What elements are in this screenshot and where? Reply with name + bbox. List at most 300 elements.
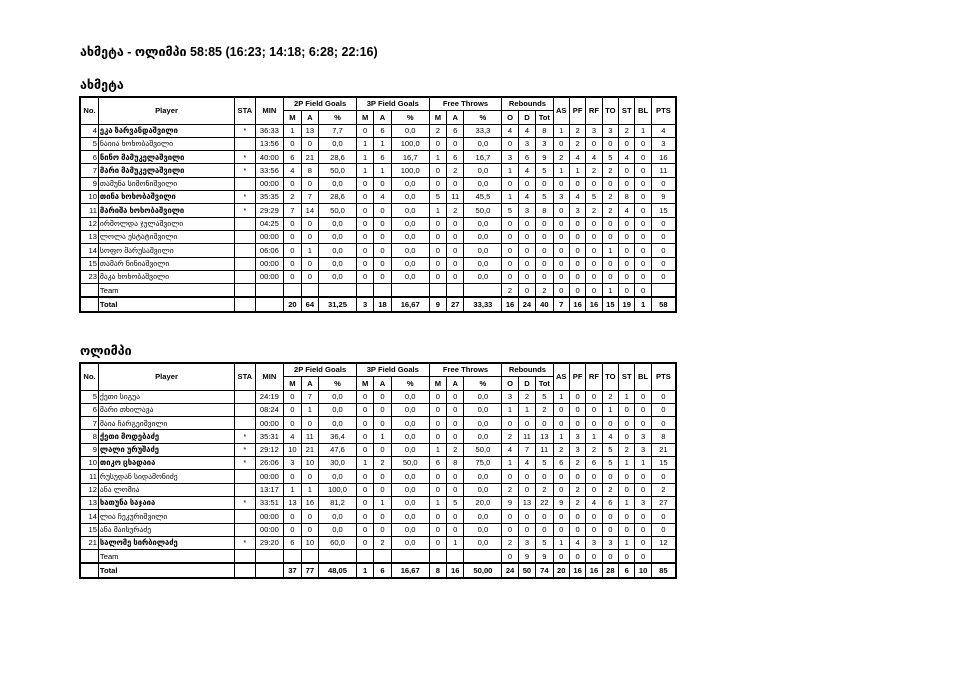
table-body bbox=[80, 390, 676, 578]
cell-no: 14 bbox=[80, 244, 98, 257]
cell-m3: 0 bbox=[356, 191, 373, 204]
cell-pts: 15 bbox=[651, 204, 676, 217]
cell-af: 0 bbox=[447, 470, 464, 483]
cell-pf: 0,0 bbox=[464, 390, 502, 403]
cell-pts: 0 bbox=[651, 177, 676, 190]
cell-pf: 0 bbox=[569, 550, 585, 564]
table-row bbox=[80, 403, 676, 416]
cell-as: 0 bbox=[553, 470, 569, 483]
cell-pf: 4 bbox=[569, 191, 585, 204]
cell-to: 0 bbox=[602, 510, 618, 523]
cell-p2: 0,0 bbox=[319, 270, 357, 283]
cell-to: 5 bbox=[602, 457, 618, 470]
cell-af: 2 bbox=[447, 204, 464, 217]
cell-a3: 0 bbox=[374, 483, 391, 496]
cell-rf: 0 bbox=[586, 483, 602, 496]
cell-af: 16 bbox=[447, 563, 464, 577]
subheader-a: A bbox=[301, 377, 318, 390]
cell-bl: 0 bbox=[635, 230, 651, 243]
cell-a3: 1 bbox=[374, 137, 391, 150]
cell-d: 2 bbox=[518, 390, 535, 403]
cell-sta: * bbox=[235, 496, 255, 509]
header-rf: RF bbox=[586, 363, 602, 390]
cell-rf: 0 bbox=[586, 510, 602, 523]
cell-a2: 10 bbox=[301, 457, 318, 470]
cell-a2: 21 bbox=[301, 443, 318, 456]
cell-d: 6 bbox=[518, 151, 535, 164]
cell-pts: 0 bbox=[651, 270, 676, 283]
cell-sta bbox=[235, 257, 255, 270]
cell-m3 bbox=[356, 284, 373, 298]
cell-no: 7 bbox=[80, 417, 98, 430]
header-rf: RF bbox=[586, 97, 602, 124]
header-sta: STA bbox=[235, 363, 255, 390]
header-pf: PF bbox=[569, 363, 585, 390]
cell-pf: 33,3 bbox=[464, 124, 502, 137]
table-row bbox=[80, 177, 676, 190]
cell-player: ირმოლდა ჯულაშვილი bbox=[98, 217, 234, 230]
cell-as: 0 bbox=[553, 523, 569, 536]
cell-a3: 0 bbox=[374, 523, 391, 536]
cell-bl: 0 bbox=[635, 523, 651, 536]
cell-bl: 1 bbox=[635, 124, 651, 137]
cell-p3: 100,0 bbox=[391, 137, 429, 150]
cell-a2: 0 bbox=[301, 137, 318, 150]
cell-a3: 0 bbox=[374, 244, 391, 257]
cell-p3: 0,0 bbox=[391, 417, 429, 430]
cell-o: 0 bbox=[502, 177, 518, 190]
cell-pf: 0,0 bbox=[464, 244, 502, 257]
team-name-away: ოლიმპი bbox=[80, 344, 132, 358]
cell-o: 4 bbox=[502, 443, 518, 456]
cell-a2: 13 bbox=[301, 124, 318, 137]
cell-a2 bbox=[301, 550, 318, 564]
cell-m3: 1 bbox=[356, 457, 373, 470]
cell-rf: 4 bbox=[586, 496, 602, 509]
cell-o: 0 bbox=[502, 244, 518, 257]
cell-d: 0 bbox=[518, 483, 535, 496]
cell-p3: 50,0 bbox=[391, 457, 429, 470]
cell-as: 0 bbox=[553, 244, 569, 257]
cell-no: 4 bbox=[80, 124, 98, 137]
cell-player: სოფო მარუსაშვილი bbox=[98, 244, 234, 257]
cell-min: 04:25 bbox=[255, 217, 284, 230]
cell-a3: 6 bbox=[374, 563, 391, 577]
cell-pts: 12 bbox=[651, 536, 676, 549]
cell-a3: 0 bbox=[374, 510, 391, 523]
cell-af: 6 bbox=[447, 124, 464, 137]
cell-pf: 0,0 bbox=[464, 523, 502, 536]
cell-sta bbox=[235, 563, 255, 577]
cell-d: 0 bbox=[518, 523, 535, 536]
header-reb: Rebounds bbox=[502, 97, 553, 111]
cell-m2: 0 bbox=[284, 390, 301, 403]
subheader-a: A bbox=[374, 377, 391, 390]
cell-st: 19 bbox=[619, 297, 635, 311]
header-pts: PTS bbox=[651, 363, 676, 390]
cell-rf: 0 bbox=[586, 177, 602, 190]
cell-pts: 0 bbox=[651, 257, 676, 270]
cell-pf: 50,0 bbox=[464, 204, 502, 217]
cell-a2 bbox=[301, 284, 318, 298]
cell-player: ეკა ზარვანდაშვილი bbox=[98, 124, 234, 137]
cell-pf: 0,0 bbox=[464, 217, 502, 230]
cell-p2: 30,0 bbox=[319, 457, 357, 470]
cell-st: 0 bbox=[619, 430, 635, 443]
cell-m3: 0 bbox=[356, 536, 373, 549]
cell-as: 0 bbox=[553, 217, 569, 230]
cell-pf: 3 bbox=[569, 204, 585, 217]
cell-pf: 2 bbox=[569, 124, 585, 137]
cell-mf: 1 bbox=[429, 496, 446, 509]
cell-as: 0 bbox=[553, 230, 569, 243]
cell-m3: 0 bbox=[356, 257, 373, 270]
cell-p2: 0,0 bbox=[319, 230, 357, 243]
cell-bl: 0 bbox=[635, 510, 651, 523]
cell-to: 2 bbox=[602, 191, 618, 204]
cell-a3: 0 bbox=[374, 403, 391, 416]
cell-pf: 0 bbox=[569, 510, 585, 523]
cell-min: 00:00 bbox=[255, 230, 284, 243]
subheader-tot: Tot bbox=[536, 377, 553, 390]
cell-sta: * bbox=[235, 457, 255, 470]
cell-a3: 0 bbox=[374, 217, 391, 230]
header-pts: PTS bbox=[651, 97, 676, 124]
cell-pf: 0 bbox=[569, 470, 585, 483]
subheader-pct: % bbox=[391, 377, 429, 390]
cell-mf: 2 bbox=[429, 124, 446, 137]
cell-tot: 9 bbox=[536, 550, 553, 564]
cell-pf: 0,0 bbox=[464, 417, 502, 430]
cell-to: 15 bbox=[602, 297, 618, 311]
cell-p2: 28,6 bbox=[319, 191, 357, 204]
cell-bl: 10 bbox=[635, 563, 651, 577]
cell-a2: 0 bbox=[301, 470, 318, 483]
cell-mf: 6 bbox=[429, 457, 446, 470]
cell-m3: 0 bbox=[356, 390, 373, 403]
header-pf: PF bbox=[569, 97, 585, 124]
cell-m3: 0 bbox=[356, 483, 373, 496]
cell-min bbox=[255, 284, 284, 298]
cell-a3: 0 bbox=[374, 417, 391, 430]
cell-bl: 0 bbox=[635, 403, 651, 416]
cell-sta bbox=[235, 284, 255, 298]
cell-o: 1 bbox=[502, 191, 518, 204]
cell-tot: 0 bbox=[536, 177, 553, 190]
cell-as: 2 bbox=[553, 151, 569, 164]
cell-min: 13:56 bbox=[255, 137, 284, 150]
cell-to: 2 bbox=[602, 390, 618, 403]
cell-bl: 3 bbox=[635, 443, 651, 456]
cell-pf: 0 bbox=[569, 523, 585, 536]
cell-m3: 1 bbox=[356, 137, 373, 150]
cell-d: 0 bbox=[518, 470, 535, 483]
cell-sta bbox=[235, 177, 255, 190]
table-row bbox=[80, 390, 676, 403]
cell-pf: 16,7 bbox=[464, 151, 502, 164]
cell-af: 0 bbox=[447, 417, 464, 430]
cell-m2: 0 bbox=[284, 270, 301, 283]
subheader-d: D bbox=[518, 377, 535, 390]
cell-pf: 3 bbox=[569, 430, 585, 443]
subheader-m: M bbox=[284, 377, 301, 390]
cell-as: 0 bbox=[553, 177, 569, 190]
cell-af: 0 bbox=[447, 510, 464, 523]
cell-p2: 0,0 bbox=[319, 470, 357, 483]
cell-mf: 0 bbox=[429, 470, 446, 483]
cell-bl: 0 bbox=[635, 217, 651, 230]
cell-a3: 0 bbox=[374, 390, 391, 403]
cell-bl: 0 bbox=[635, 284, 651, 298]
cell-pf: 2 bbox=[569, 496, 585, 509]
cell-player: მარიშა ხოხობაშვილი bbox=[98, 204, 234, 217]
cell-d: 11 bbox=[518, 430, 535, 443]
cell-p2: 100,0 bbox=[319, 483, 357, 496]
cell-no: 10 bbox=[80, 457, 98, 470]
cell-p3: 0,0 bbox=[391, 270, 429, 283]
cell-af: 6 bbox=[447, 151, 464, 164]
cell-af: 2 bbox=[447, 443, 464, 456]
game-title: ახმეტა - ოლიმპი 58:85 (16:23; 14:18; 6:28; 22:16) bbox=[80, 45, 378, 59]
cell-min: 33:51 bbox=[255, 496, 284, 509]
cell-m2: 0 bbox=[284, 403, 301, 416]
cell-d: 0 bbox=[518, 230, 535, 243]
cell-min: 00:00 bbox=[255, 417, 284, 430]
cell-tot: 0 bbox=[536, 230, 553, 243]
subheader-d: D bbox=[518, 111, 535, 124]
header-bl: BL bbox=[635, 363, 651, 390]
cell-tot: 22 bbox=[536, 496, 553, 509]
cell-p3: 0,0 bbox=[391, 510, 429, 523]
cell-a2: 0 bbox=[301, 217, 318, 230]
cell-a2: 1 bbox=[301, 244, 318, 257]
table-row bbox=[80, 457, 676, 470]
cell-as: 0 bbox=[553, 257, 569, 270]
header-3p: 3P Field Goals bbox=[356, 97, 429, 111]
cell-rf: 2 bbox=[586, 443, 602, 456]
cell-player: ნინო მამუკელაშვილი bbox=[98, 151, 234, 164]
cell-af bbox=[447, 284, 464, 298]
cell-to: 2 bbox=[602, 164, 618, 177]
header-ft: Free Throws bbox=[429, 97, 502, 111]
cell-to: 0 bbox=[602, 470, 618, 483]
cell-no bbox=[80, 563, 98, 577]
cell-a3: 2 bbox=[374, 536, 391, 549]
cell-a2: 21 bbox=[301, 151, 318, 164]
subheader-m: M bbox=[356, 377, 373, 390]
cell-rf: 4 bbox=[586, 151, 602, 164]
cell-o: 2 bbox=[502, 430, 518, 443]
cell-a3: 2 bbox=[374, 457, 391, 470]
header-reb: Rebounds bbox=[502, 363, 553, 377]
cell-m3: 1 bbox=[356, 563, 373, 577]
cell-pf: 0,0 bbox=[464, 137, 502, 150]
cell-m2: 0 bbox=[284, 177, 301, 190]
cell-o: 24 bbox=[502, 563, 518, 577]
cell-mf: 0 bbox=[429, 483, 446, 496]
cell-pf: 2 bbox=[569, 457, 585, 470]
cell-to: 0 bbox=[602, 217, 618, 230]
cell-m2: 0 bbox=[284, 523, 301, 536]
subheader-pct: % bbox=[319, 111, 357, 124]
cell-no: 6 bbox=[80, 151, 98, 164]
cell-af: 0 bbox=[447, 244, 464, 257]
cell-m3: 0 bbox=[356, 417, 373, 430]
cell-pts: 0 bbox=[651, 510, 676, 523]
cell-mf: 0 bbox=[429, 270, 446, 283]
cell-no: 11 bbox=[80, 470, 98, 483]
cell-d: 0 bbox=[518, 177, 535, 190]
cell-as: 0 bbox=[553, 204, 569, 217]
cell-player: თიკო ცხადაია bbox=[98, 457, 234, 470]
cell-st: 0 bbox=[619, 550, 635, 564]
cell-a3: 1 bbox=[374, 164, 391, 177]
cell-mf: 0 bbox=[429, 523, 446, 536]
cell-tot: 5 bbox=[536, 536, 553, 549]
cell-pf: 0,0 bbox=[464, 470, 502, 483]
cell-min: 00:00 bbox=[255, 270, 284, 283]
cell-af: 0 bbox=[447, 137, 464, 150]
cell-no: 12 bbox=[80, 217, 98, 230]
header-2p: 2P Field Goals bbox=[284, 363, 357, 377]
cell-a2: 16 bbox=[301, 496, 318, 509]
cell-player: ნაიია ხოხობაშვილი bbox=[98, 137, 234, 150]
subheader-m: M bbox=[284, 111, 301, 124]
cell-min: 00:00 bbox=[255, 257, 284, 270]
cell-mf: 0 bbox=[429, 257, 446, 270]
cell-st: 0 bbox=[619, 230, 635, 243]
cell-to: 0 bbox=[602, 137, 618, 150]
cell-p2: 7,7 bbox=[319, 124, 357, 137]
cell-bl: 0 bbox=[635, 177, 651, 190]
cell-pf: 0,0 bbox=[464, 510, 502, 523]
cell-mf: 0 bbox=[429, 536, 446, 549]
cell-pts: 0 bbox=[651, 403, 676, 416]
cell-mf: 0 bbox=[429, 177, 446, 190]
cell-rf: 0 bbox=[586, 230, 602, 243]
cell-st: 0 bbox=[619, 164, 635, 177]
cell-o: 16 bbox=[502, 297, 518, 311]
cell-sta bbox=[235, 217, 255, 230]
cell-pf: 0,0 bbox=[464, 430, 502, 443]
cell-m2: 1 bbox=[284, 124, 301, 137]
cell-a2: 7 bbox=[301, 191, 318, 204]
cell-as: 0 bbox=[553, 510, 569, 523]
cell-p2: 28,6 bbox=[319, 151, 357, 164]
cell-sta bbox=[235, 137, 255, 150]
cell-rf: 0 bbox=[586, 284, 602, 298]
cell-tot: 5 bbox=[536, 191, 553, 204]
cell-min bbox=[255, 563, 284, 577]
cell-no: 23 bbox=[80, 270, 98, 283]
cell-st: 0 bbox=[619, 270, 635, 283]
table-row bbox=[80, 470, 676, 483]
cell-sta: * bbox=[235, 430, 255, 443]
cell-as: 7 bbox=[553, 297, 569, 311]
cell-mf: 0 bbox=[429, 164, 446, 177]
cell-bl: 0 bbox=[635, 257, 651, 270]
cell-bl: 0 bbox=[635, 164, 651, 177]
cell-d: 9 bbox=[518, 550, 535, 564]
table-row bbox=[80, 124, 676, 137]
subheader-m: M bbox=[429, 377, 446, 390]
cell-mf bbox=[429, 550, 446, 564]
header-bl: BL bbox=[635, 97, 651, 124]
cell-d: 0 bbox=[518, 244, 535, 257]
cell-bl: 3 bbox=[635, 430, 651, 443]
cell-pf: 4 bbox=[569, 536, 585, 549]
cell-o: 0 bbox=[502, 550, 518, 564]
cell-p3: 0,0 bbox=[391, 536, 429, 549]
subheader-o: O bbox=[502, 377, 518, 390]
cell-mf bbox=[429, 284, 446, 298]
cell-p3: 0,0 bbox=[391, 443, 429, 456]
cell-p2: 50,0 bbox=[319, 164, 357, 177]
cell-mf: 0 bbox=[429, 417, 446, 430]
cell-d: 0 bbox=[518, 270, 535, 283]
cell-af: 0 bbox=[447, 430, 464, 443]
cell-pts bbox=[651, 550, 676, 564]
cell-pf: 0 bbox=[569, 177, 585, 190]
cell-no: 8 bbox=[80, 430, 98, 443]
cell-p2: 47,6 bbox=[319, 443, 357, 456]
cell-as: 1 bbox=[553, 124, 569, 137]
cell-bl: 3 bbox=[635, 496, 651, 509]
cell-a2: 1 bbox=[301, 483, 318, 496]
team-row bbox=[80, 284, 676, 298]
cell-to: 28 bbox=[602, 563, 618, 577]
cell-p3: 0,0 bbox=[391, 523, 429, 536]
cell-a3: 18 bbox=[374, 297, 391, 311]
cell-pts: 3 bbox=[651, 137, 676, 150]
cell-rf: 0 bbox=[586, 244, 602, 257]
cell-m3: 0 bbox=[356, 177, 373, 190]
cell-pf: 0 bbox=[569, 270, 585, 283]
cell-af: 5 bbox=[447, 496, 464, 509]
cell-pts: 4 bbox=[651, 124, 676, 137]
cell-a2: 10 bbox=[301, 536, 318, 549]
cell-p3: 0,0 bbox=[391, 244, 429, 257]
cell-d: 0 bbox=[518, 217, 535, 230]
cell-a3: 0 bbox=[374, 270, 391, 283]
cell-min bbox=[255, 550, 284, 564]
cell-min: 35:31 bbox=[255, 430, 284, 443]
cell-player: ხათუნა საჯაია bbox=[98, 496, 234, 509]
cell-min: 13:17 bbox=[255, 483, 284, 496]
cell-p3: 0,0 bbox=[391, 257, 429, 270]
cell-pf: 16 bbox=[569, 563, 585, 577]
cell-pf: 0 bbox=[569, 244, 585, 257]
cell-rf: 0 bbox=[586, 270, 602, 283]
cell-m2: 4 bbox=[284, 164, 301, 177]
subheader-pct: % bbox=[464, 111, 502, 124]
cell-pf: 0 bbox=[569, 257, 585, 270]
cell-tot: 5 bbox=[536, 390, 553, 403]
cell-st: 4 bbox=[619, 204, 635, 217]
cell-tot: 0 bbox=[536, 257, 553, 270]
cell-rf: 2 bbox=[586, 204, 602, 217]
cell-m3: 0 bbox=[356, 470, 373, 483]
cell-m3: 3 bbox=[356, 297, 373, 311]
cell-p2 bbox=[319, 550, 357, 564]
cell-player: ლოლა ესტატიშვილი bbox=[98, 230, 234, 243]
cell-mf: 0 bbox=[429, 390, 446, 403]
cell-to: 5 bbox=[602, 151, 618, 164]
table-row bbox=[80, 523, 676, 536]
cell-tot: 0 bbox=[536, 510, 553, 523]
cell-p3: 0,0 bbox=[391, 470, 429, 483]
cell-no: 12 bbox=[80, 483, 98, 496]
